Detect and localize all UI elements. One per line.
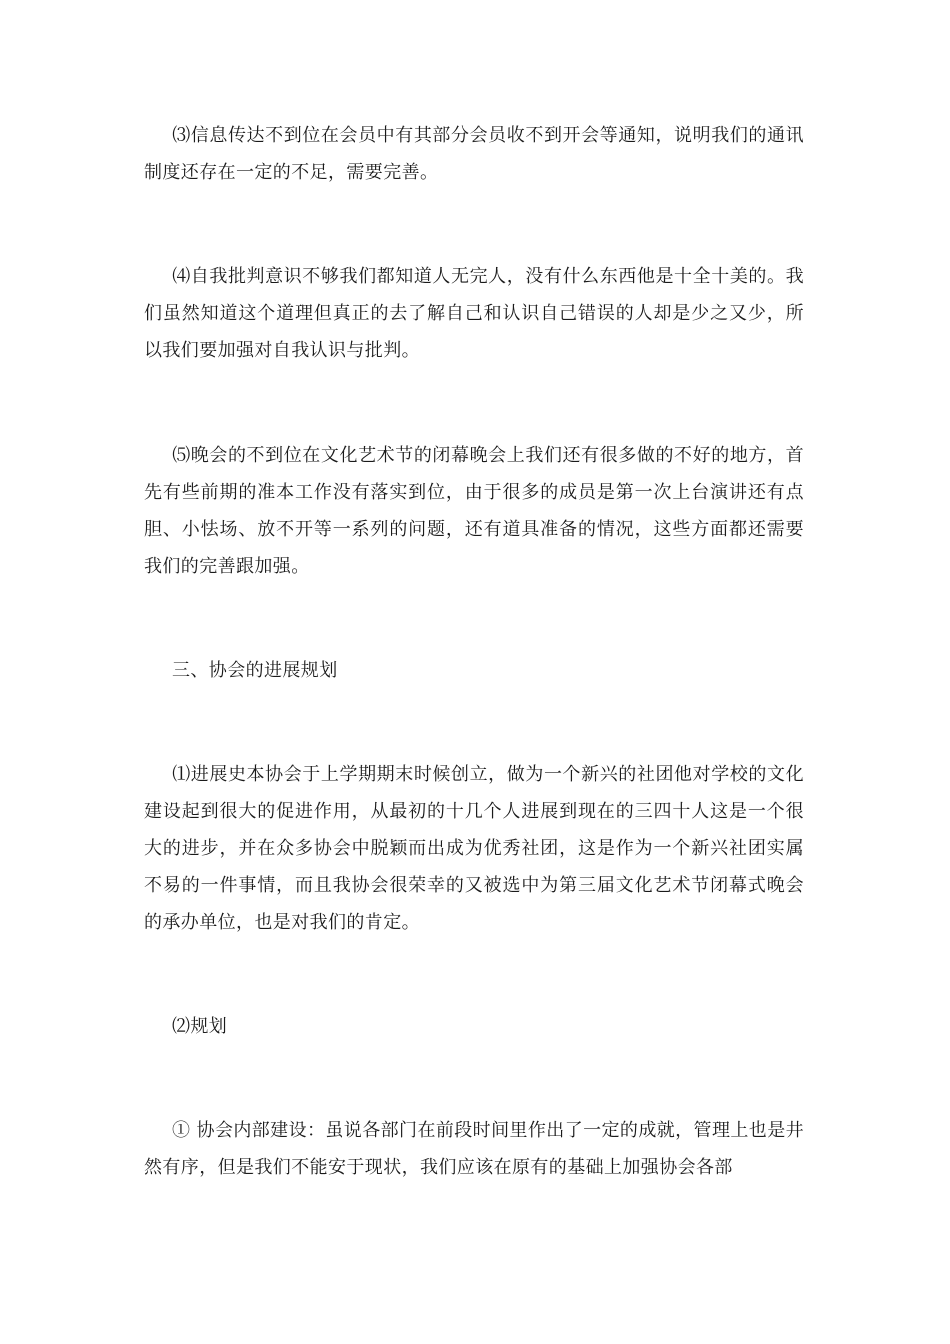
section-heading-development-plan: 三、协会的进展规划 [172,660,338,681]
paragraph-text: ⑶信息传达不到位在会员中有其部分会员收不到开会等通知，说明我们的通讯制度还存在一定的不足，需要完善。 [144,125,804,183]
paragraph-self-criticism [144,258,804,369]
paragraph-evening-party [144,437,804,585]
paragraph-internal-construction [144,1112,804,1186]
paragraph-text: ⑴进展史本协会于上学期期末时候创立，做为一个新兴的社团他对学校的文化建设起到很大的促进作用，从最初的十几个人进展到现在的三四十人这是一个很大的进步，并在众多协会中脱颖而出成为优秀社团，这是作为一个新兴社团实属不易的一件事情，而且我协会很荣幸的又被选中为第三届文化艺术节闭幕式晚会的承办单位，也是对我们的肯定。 [144,764,804,933]
paragraph-development-history [144,756,804,941]
paragraph-text: ⑸晚会的不到位在文化艺术节的闭幕晚会上我们还有很多做的不好的地方，首先有些前期的准本工作没有落实到位，由于很多的成员是第一次上台演讲还有点胆、小怯场、放不开等一系列的问题，还有道具准备的情况，这些方面都还需要我们的完善跟加强。 [144,445,804,577]
paragraph-info-delivery [144,117,804,191]
paragraph-text: ⑷自我批判意识不够我们都知道人无完人，没有什么东西他是十全十美的。我们虽然知道这个道理但真正的去了解自己和认识自己错误的人却是少之又少，所以我们要加强对自我认识与批判。 [144,266,804,361]
paragraph-text: ① 协会内部建设：虽说各部门在前段时间里作出了一定的成就，管理上也是井然有序，但是我们不能安于现状，我们应该在原有的基础上加强协会各部 [144,1120,804,1178]
subheading-planning: ⑵规划 [172,1016,228,1037]
